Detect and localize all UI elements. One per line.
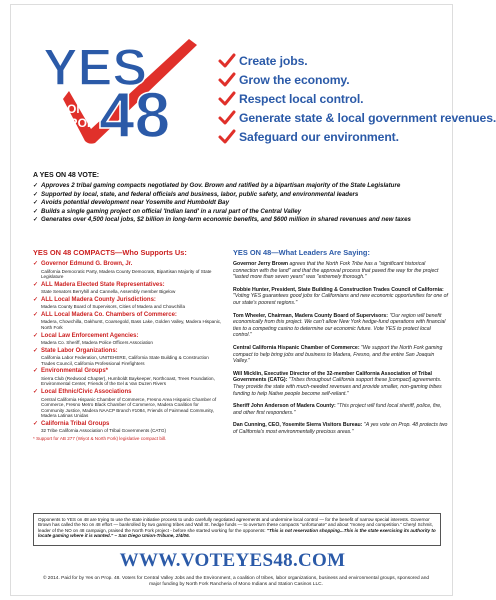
logo-number-text: 48 — [99, 79, 171, 151]
supporter-heading-text: Local Law Enforcement Agencies: — [41, 332, 139, 339]
supporter-description: Madera Co. Sheriff, Madera Police Officers Association — [41, 340, 153, 346]
supporters-column — [33, 248, 223, 441]
quote-text: "A yes vote on Prop. 48 protects two of California's most environmentally precious areas." — [233, 422, 448, 435]
vote-heading: A YES ON 48 VOTE: — [33, 172, 100, 179]
check-bullet-icon: ✓ — [33, 332, 39, 339]
quote-text: "Voting YES guarantees good jobs for Californians and new economic opportunities for one of our state's poorest regions." — [233, 293, 448, 306]
benefits-checklist — [219, 51, 496, 146]
supporter-item — [33, 348, 223, 367]
quote-text: "We support the North Fork gaming compact to help bring jobs and business to Madera, Fresno, and the entire San Joaquin Valley." — [233, 344, 443, 365]
checklist-item — [219, 89, 449, 108]
leader-quote — [233, 371, 451, 397]
quote-speaker: Will Micklin, Executive Director of the 32-member California Association of Tribal Governments (CATG): — [233, 370, 432, 384]
vote-item — [33, 216, 453, 225]
vote-item — [33, 199, 453, 208]
vote-section — [33, 172, 453, 225]
vote-item-text: Generates over 4,500 local jobs, $2 billion in long-term economic benefits, and $600 million in shared revenues and new taxes — [41, 216, 411, 224]
supporter-heading — [33, 368, 223, 376]
logo-graphic — [39, 33, 209, 151]
supporter-description: 32 Tribe California Association of Tribal Governments (CATG) — [41, 428, 167, 434]
quote-text: "Tribes throughout California support these [compact] agreements. They provide the state with much-needed revenues and provide smaller, non-gaming tribes funding to help Native people become self-reliant." — [233, 377, 442, 397]
supporter-item — [33, 333, 223, 346]
supporter-heading-text: Environmental Groups* — [41, 368, 109, 375]
supporter-heading-text: ALL Local Madera County Jurisdictions: — [41, 296, 156, 303]
red-check-icon — [219, 92, 235, 106]
red-check-icon — [219, 130, 235, 144]
supporter-heading-text: Local Ethnic/Civic Associations — [41, 389, 132, 396]
supporters-list — [33, 261, 223, 434]
checklist-item — [219, 70, 449, 89]
supporter-heading — [33, 297, 223, 305]
checklist-item-text: Respect local control. — [239, 91, 364, 106]
supporter-item — [33, 421, 223, 434]
supporter-heading — [33, 312, 223, 320]
check-bullet-icon: ✓ — [33, 199, 39, 207]
quote-speaker: Tom Wheeler, Chairman, Madera County Board of Supervisors: — [233, 312, 388, 319]
logo-prop-text: PROP — [61, 116, 96, 130]
supporter-heading-text: State Labor Organizations: — [41, 347, 118, 354]
check-bullet-icon: ✓ — [33, 347, 39, 354]
supporters-footnote: * Support for AB 277 (Wiyot & North Fork) legislative compact bill. — [33, 436, 167, 441]
flyer-page — [10, 4, 496, 596]
checklist-item-text: Generate state & local government revenues. — [239, 110, 496, 125]
supporter-item — [33, 312, 223, 331]
quote-text: "This project will fund local sheriff, police, fire, and other first responders." — [233, 403, 442, 416]
logo-on-text: ON — [67, 102, 85, 116]
supporter-item — [33, 297, 223, 310]
check-bullet-icon: ✓ — [33, 190, 39, 198]
supporter-description: California Democratic Party, Madera County Democrats, Bipartisan Majority of State Legislature — [41, 268, 212, 280]
supporter-heading — [33, 421, 223, 429]
supporter-description: Central California Hispanic Chamber of Commerce, Fresno Area Hispanic Chamber of Commerce, Fresno Metro Black Chamber of Commerce, Madera Coalition for Community Justice, Madera NAACP Branch #1084, Friends of Fairmead Community, Madera Latinas Unidas — [41, 396, 217, 419]
check-bullet-icon: ✓ — [33, 296, 39, 303]
quote-speaker: Central California Hispanic Chamber of Commerce: — [233, 344, 360, 351]
red-check-icon — [219, 111, 235, 125]
supporter-item — [33, 261, 223, 280]
opponents-box — [33, 513, 441, 546]
vote-list — [33, 182, 453, 225]
red-check-icon — [219, 73, 235, 87]
leader-quote — [233, 287, 451, 307]
supporter-item — [33, 368, 223, 387]
vote-item — [33, 191, 453, 200]
check-bullet-icon: ✓ — [33, 207, 39, 215]
supporter-description: Madera, Chowchilla, Oakhurst, Coarsegold, Bass Lake, Golden Valley, Madera Hispanic, North Fork — [41, 319, 222, 330]
opponents-text: Opponents to YES on 48 are trying to use the state initiative process to undo carefully negotiated agreements and undermine local control — for the benefit of narrow special interests. Governor Brown has called the No on 48 effort — bankrolled by two gaming tribes and Wall St. hedge funds — to overturn these compacts "unfortunate" and about "money and competition." Cheryl Schmit, leader of the NO on 48 campaign, praised the North Fork project - before she started working for the opponents: — [38, 517, 433, 533]
supporter-heading-text: California Tribal Groups — [41, 420, 110, 427]
supporters-title: YES ON 48 COMPACTS—Who Supports Us: — [33, 248, 187, 257]
check-bullet-icon: ✓ — [33, 261, 39, 267]
supporter-heading — [33, 348, 223, 356]
leader-quote — [233, 345, 451, 365]
leader-quote — [233, 403, 451, 416]
vote-item-text: Builds a single gaming project on official 'Indian land' in a rural part of the Central Valley — [41, 207, 302, 215]
supporter-heading-text: Governor Edmund G. Brown, Jr. — [41, 261, 133, 267]
check-bullet-icon: ✓ — [33, 311, 39, 318]
checklist-item — [219, 51, 449, 70]
quote-speaker: Dan Cunning, CEO, Yosemite Sierra Visitors Bureau: — [233, 422, 363, 429]
quote-text: agrees that the North Fork Tribe has a "significant historical connection with the land" and that the approval process that paved the way for the project "lasted more than seven years" was "extremely thorough." — [233, 261, 439, 281]
paid-for-disclaimer: © 2014. Paid for by Yes on Prop. 48. Voters for Central Valley Jobs and the Environment, a coalition of tribes, labor organizations, business and environmental groups, sponsored and major funding by North Fork Rancheria of Mono Indians and Station Casinos LLC. — [42, 576, 430, 587]
red-check-icon — [219, 54, 235, 68]
vote-item — [33, 208, 453, 217]
checklist-item-text: Safeguard our environment. — [239, 129, 399, 144]
check-bullet-icon: ✓ — [33, 389, 39, 396]
supporter-item — [33, 282, 223, 295]
supporter-heading — [33, 261, 223, 269]
quote-speaker: Sheriff John Anderson of Madera County: — [233, 403, 336, 410]
supporter-heading — [33, 333, 223, 341]
supporter-item — [33, 389, 223, 419]
vote-item-text: Supported by local, state, and federal officials and business, labor, public safety, and environmental leaders — [41, 190, 359, 198]
checklist-item-text: Create jobs. — [239, 53, 308, 68]
quote-speaker: Governor Jerry Brown — [233, 261, 289, 267]
leaders-title: YES ON 48—What Leaders Are Saying: — [233, 248, 370, 257]
opponents-quote: "This is not reservation shopping...This is the state exercising its authority to locate gaming where it is wanted." – San Diego Union-Tribune, 2/4/06. — [38, 527, 436, 539]
vote-item-text: Approves 2 tribal gaming compacts negotiated by Gov. Brown and ratified by a bipartisan majority of the State Legislature — [41, 182, 401, 189]
supporter-heading-text: ALL Local Madera Co. Chambers of Commerce: — [41, 311, 177, 318]
check-bullet-icon: ✓ — [33, 216, 39, 224]
quote-speaker: Robbie Hunter, President, State Building & Construction Trades Council of California: — [233, 286, 444, 293]
supporter-heading — [33, 282, 223, 290]
website-url[interactable]: WWW.VOTEYES48.COM — [119, 550, 346, 571]
check-bullet-icon: ✓ — [33, 182, 39, 189]
checklist-item-text: Grow the economy. — [239, 72, 350, 87]
check-bullet-icon: ✓ — [33, 420, 39, 427]
checklist-item — [219, 108, 496, 127]
vote-item — [33, 182, 453, 191]
supporter-description: Madera County Board of Supervisors, Cities of Madera and Chowchilla — [41, 304, 186, 310]
leaders-column — [233, 248, 451, 441]
supporter-description: California Labor Federation, UNITEHERE, California State Building & Construction Trades Council, California Professional Firefighters — [41, 355, 209, 366]
check-bullet-icon: ✓ — [33, 368, 39, 375]
logo-yes-text: YES — [43, 39, 148, 97]
leader-quote — [233, 313, 451, 339]
check-bullet-icon: ✓ — [33, 281, 39, 288]
yes-on-prop-48-logo — [39, 33, 209, 151]
supporter-heading — [33, 389, 223, 397]
supporter-description: State Senators Berryhill and Cannella, Assembly member Bigelow — [41, 289, 176, 295]
vote-item-text: Avoids potential development near Yosemite and Humboldt Bay — [41, 199, 230, 207]
leaders-quotes — [233, 261, 451, 435]
checklist-item — [219, 127, 449, 146]
leader-quote — [233, 422, 451, 435]
quote-text: "Our region will benefit economically from this project. We can't allow New York hedge-fund operations with financial ties to a competing casino to determine our economic future. Vote YES to protect local control." — [233, 312, 446, 339]
leader-quote — [233, 261, 451, 281]
supporter-description: Sierra Club (Redwood Chapter), Humboldt Baykeeper, Northcoast, Trees Foundation, Environmental Center, Friends of the Eel & Van Duzen Rivers — [41, 375, 215, 387]
supporter-heading-text: ALL Madera Elected State Representatives: — [41, 281, 165, 288]
